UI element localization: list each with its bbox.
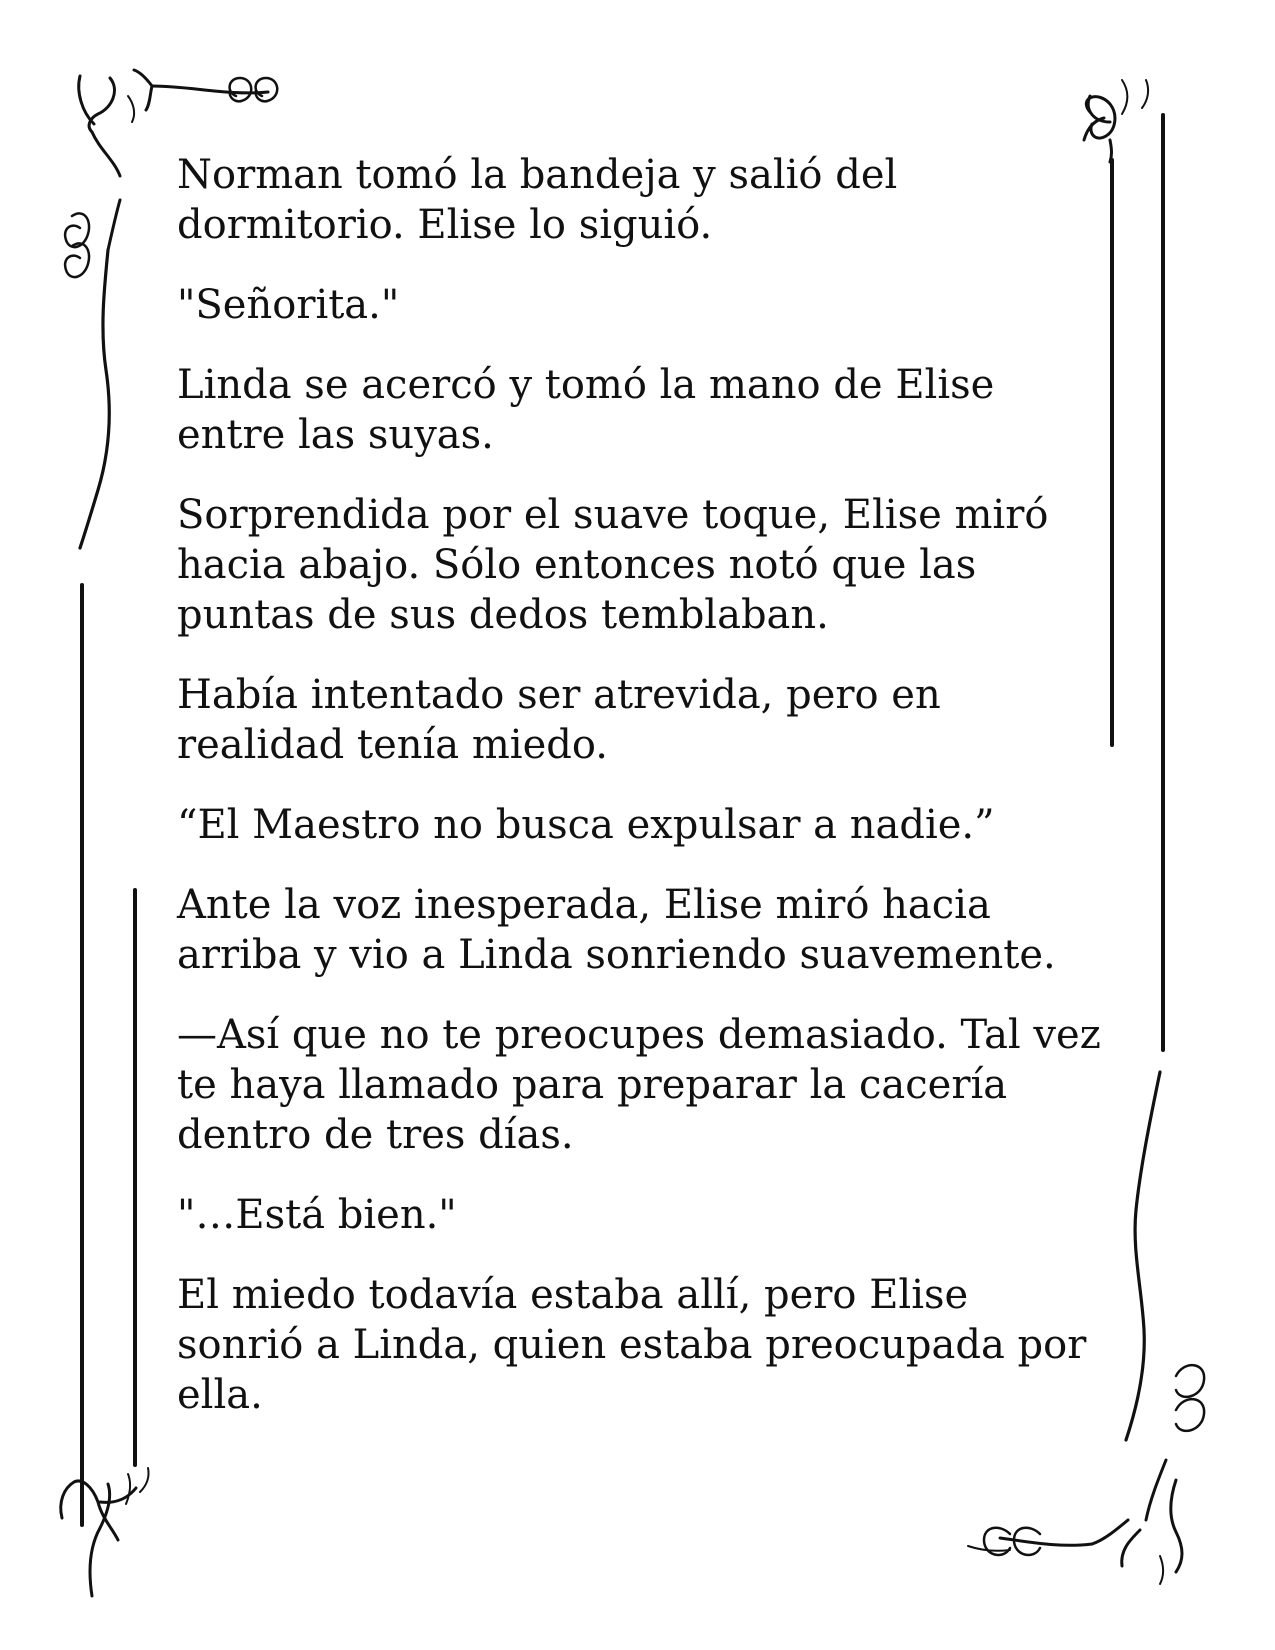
paragraph-linda-smiling: Ante la voz inesperada, Elise miró hacia arriba y vio a Linda sonriendo suavemente. [177,882,1056,978]
paragraph-was-afraid: Había intentado ser atrevida, pero en realidad tenía miedo. [177,672,941,768]
paragraph-elise-looks-down: Sorprendida por el suave toque, Elise miró hacia abajo. Sólo entonces notó que las puntas de sus dedos temblaban. [177,492,1049,638]
story-text [177,150,1107,1450]
paragraph-elise-smiles: El miedo todavía estaba allí, pero Elise sonrió a Linda, quien estaba preocupada por ella. [177,1272,1087,1418]
bottom-left-flourish-ornament [61,1468,149,1596]
paragraph-esta-bien: "…Está bien." [177,1192,457,1238]
paragraph-dont-worry: —Así que no te preocupes demasiado. Tal vez te haya llamado para preparar la cacería dentro de tres días. [177,1012,1101,1158]
paragraph-master-quote: “El Maestro no busca expulsar a nadie.” [177,802,995,848]
paragraph-linda-takes-hand: Linda se acercó y tomó la mano de Elise entre las suyas. [177,362,995,458]
paragraph-senorita: "Señorita." [177,282,400,328]
paragraph-norman-leaves: Norman tomó la bandeja y salió del dormitorio. Elise lo siguió. [177,152,898,248]
